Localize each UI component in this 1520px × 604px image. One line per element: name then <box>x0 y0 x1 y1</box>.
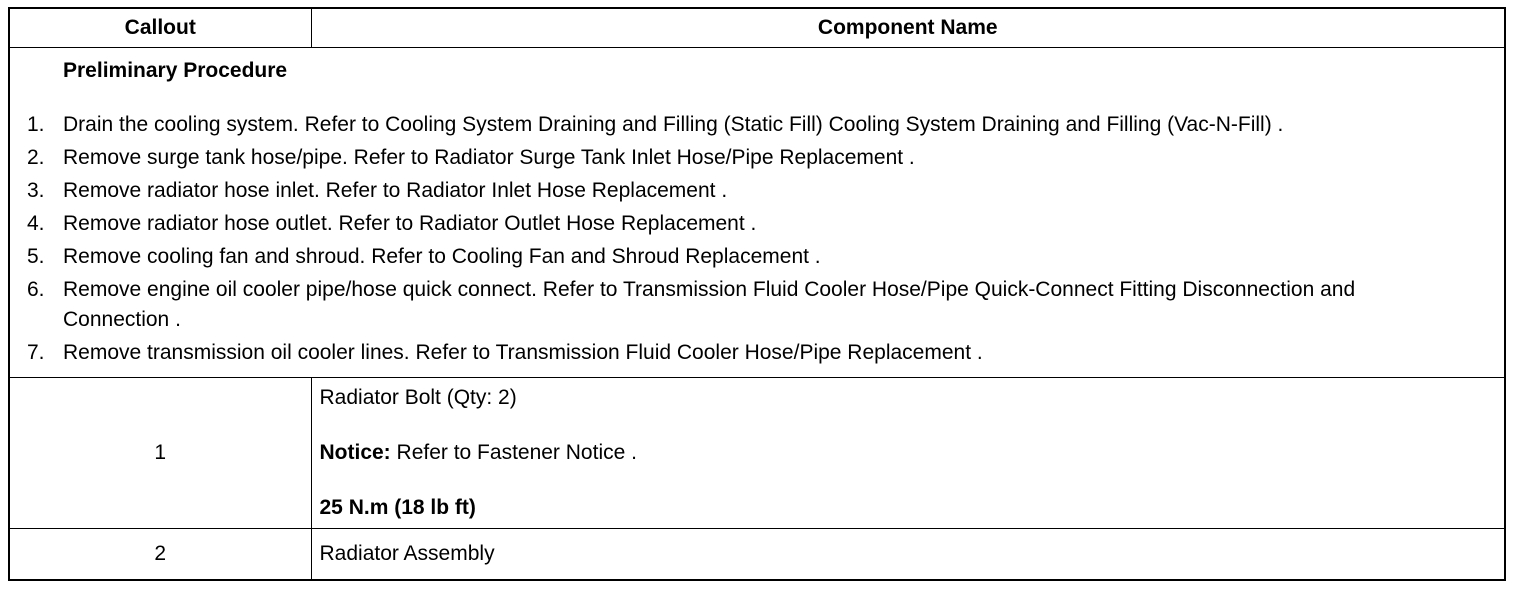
notice-text: Refer to Fastener Notice . <box>390 441 637 464</box>
procedure-step <box>10 143 1504 173</box>
step-text: Drain the cooling system. Refer to Cooling System Draining and Filling (Static Fill) Cooling System Draining and Filling (Vac-N-Fill) . <box>63 113 1284 136</box>
preliminary-procedure-row <box>9 48 1505 378</box>
preliminary-procedure-title: Preliminary Procedure <box>63 59 288 82</box>
table-header-row <box>9 8 1505 48</box>
step-text: Remove cooling fan and shroud. Refer to Cooling Fan and Shroud Replacement . <box>63 245 821 268</box>
table-row <box>9 529 1505 581</box>
step-number: 3. <box>27 179 45 202</box>
preliminary-procedure-cell <box>9 48 1505 378</box>
component-name-cell <box>311 529 1505 581</box>
step-number: 2. <box>27 146 45 169</box>
component-name: Radiator Bolt (Qty: 2) <box>319 386 517 409</box>
procedure-step <box>10 242 1504 272</box>
procedure-step <box>10 338 1504 368</box>
step-text: Remove engine oil cooler pipe/hose quick connect. Refer to Transmission Fluid Cooler Hose/Pipe Quick-Connect Fitting Disconnection and Connection . <box>63 278 1356 331</box>
callout-header: Callout <box>9 8 311 48</box>
torque-spec: 25 N.m (18 lb ft) <box>319 496 476 519</box>
step-text: Remove surge tank hose/pipe. Refer to Radiator Surge Tank Inlet Hose/Pipe Replacement . <box>63 146 915 169</box>
step-number: 7. <box>27 341 45 364</box>
table-row <box>9 378 1505 529</box>
notice-label: Notice: <box>319 441 391 464</box>
procedure-step <box>10 176 1504 206</box>
step-number: 6. <box>27 278 45 301</box>
step-text: Remove transmission oil cooler lines. Refer to Transmission Fluid Cooler Hose/Pipe Replacement . <box>63 341 983 364</box>
component-name-cell <box>311 378 1505 529</box>
procedure-step <box>10 275 1504 335</box>
procedure-steps-list <box>10 110 1504 368</box>
procedure-step <box>10 110 1504 140</box>
callout-cell: 2 <box>9 529 311 581</box>
component-name: Radiator Assembly <box>319 542 495 565</box>
callout-cell: 1 <box>9 378 311 529</box>
step-number: 4. <box>27 212 45 235</box>
step-text: Remove radiator hose inlet. Refer to Radiator Inlet Hose Replacement . <box>63 179 728 202</box>
notice-line <box>320 439 1497 467</box>
procedure-step <box>10 209 1504 239</box>
step-number: 1. <box>27 113 45 136</box>
component-name-header: Component Name <box>311 8 1505 48</box>
step-number: 5. <box>27 245 45 268</box>
step-text: Remove radiator hose outlet. Refer to Radiator Outlet Hose Replacement . <box>63 212 757 235</box>
component-table <box>8 7 1506 581</box>
